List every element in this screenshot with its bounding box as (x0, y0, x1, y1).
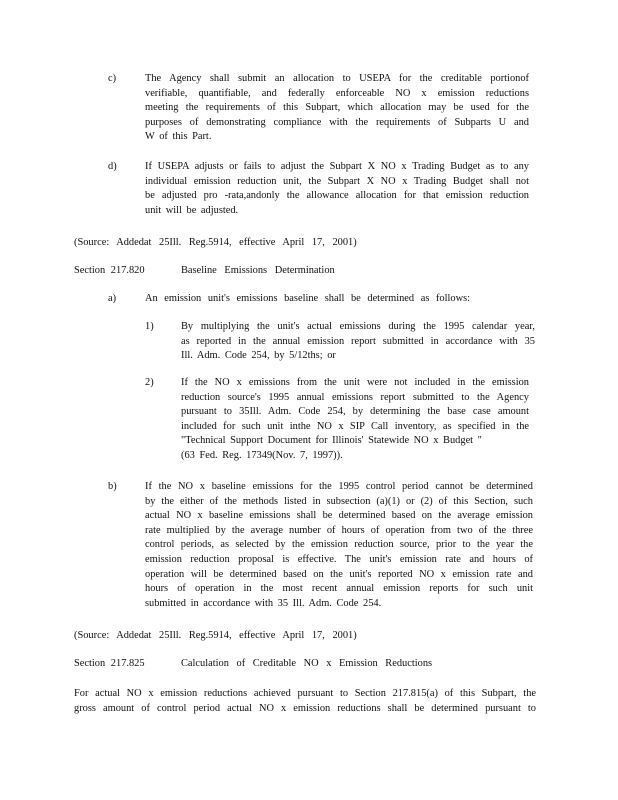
item-a2-line: "Technical Support Document for Illinois' Statewide NO x Budget " (181, 435, 482, 447)
body-paragraph (74, 687, 536, 716)
item-a-text: An emission unit's emissions baseline shall be determined as follows: (145, 293, 471, 304)
section-title: Baseline Emissions Determination (181, 265, 335, 276)
item-b-line: rate multiplied by the average number of hours of operation from two of the three (145, 524, 533, 536)
body-line: For actual NO x emission reductions achieved pursuant to Section 217.815(a) of this Subpart, the (74, 688, 536, 699)
item-c-label: c) (108, 73, 117, 84)
item-d-line: If USEPA adjusts or fails to adjust the Subpart X NO x Trading Budget as to any (145, 161, 529, 172)
item-b-line: operation will be determined based on the unit's reported NO x emission rate and (145, 568, 533, 580)
item-b-line: emission reduction proposal is effective. The unit's emission rate and hours of (145, 553, 533, 565)
item-a1-line: By multiplying the unit's actual emissions during the 1995 calendar year, (181, 321, 535, 332)
item-c-line: purposes of demonstrating compliance with the requirements of Subparts U and (145, 116, 529, 128)
item-a2-line: (63 Fed. Reg. 17349(Nov. 7, 1997)). (181, 449, 343, 461)
item-a2-label: 2) (145, 377, 154, 388)
item-d-text (145, 160, 529, 218)
section-number: Section 217.825 (74, 658, 145, 669)
item-c-line: verifiable, quantifiable, and federally enforceable NO x emission reductions (145, 87, 529, 99)
item-a1-label: 1) (145, 321, 154, 332)
source-note: (Source: Addedat 25Ill. Reg.5914, effective April 17, 2001) (74, 237, 357, 248)
source-note: (Source: Addedat 25Ill. Reg.5914, effective April 17, 2001) (74, 630, 357, 641)
item-a2-line: If the NO x emissions from the unit were not included in the emission (181, 377, 529, 388)
item-b-line: by the either of the methods listed in subsection (a)(1) or (2) of this Section, such (145, 495, 533, 507)
item-c-text (145, 72, 529, 145)
item-a2-line: reduction source's 1995 annual emissions report submitted to the Agency (181, 391, 529, 403)
item-d-line: individual emission reduction unit, the Subpart X NO x Trading Budget shall not (145, 175, 529, 187)
item-b-line: If the NO x baseline emissions for the 1995 control period cannot be determined (145, 481, 533, 492)
item-b-line: control periods, as selected by the emission reduction source, prior to the year the (145, 539, 533, 551)
item-c-line: The Agency shall submit an allocation to USEPA for the creditable portionof (145, 73, 529, 84)
section-title: Calculation of Creditable NO x Emission Reductions (181, 658, 433, 669)
item-a2-text (181, 376, 529, 464)
item-c-line: W of this Part. (145, 131, 212, 143)
item-d-line: be adjusted pro -rata,andonly the allowance allocation for that emission reduction (145, 190, 529, 202)
item-d-label: d) (108, 161, 117, 172)
item-d-line: unit will be adjusted. (145, 204, 239, 216)
item-a1-text (181, 320, 535, 364)
item-b-line: submitted in accordance with 35 Ill. Adm. Code 254. (145, 597, 382, 609)
item-b-line: actual NO x baseline emissions shall be determined based on the average emission (145, 510, 533, 522)
section-number: Section 217.820 (74, 265, 145, 276)
item-b-text (145, 480, 533, 611)
item-a1-line: as reported in the annual emission report submitted in accordance with 35 (181, 335, 535, 347)
item-b-line: hours of operation in the most recent annual emission reports for such unit (145, 583, 533, 595)
item-b-label: b) (108, 481, 117, 492)
body-line: gross amount of control period actual NO x emission reductions shall be determined pursuant to (74, 702, 536, 714)
item-c-line: meeting the requirements of this Subpart, which allocation may be used for the (145, 102, 529, 114)
item-a2-line: pursuant to 35Ill. Adm. Code 254, by determining the base case amount (181, 406, 529, 418)
item-a2-line: included for such unit inthe NO x SIP Call inventory, as specified in the (181, 420, 529, 432)
item-a-label: a) (108, 293, 117, 304)
item-a1-line: Ill. Adm. Code 254, by 5/12ths; or (181, 350, 336, 362)
